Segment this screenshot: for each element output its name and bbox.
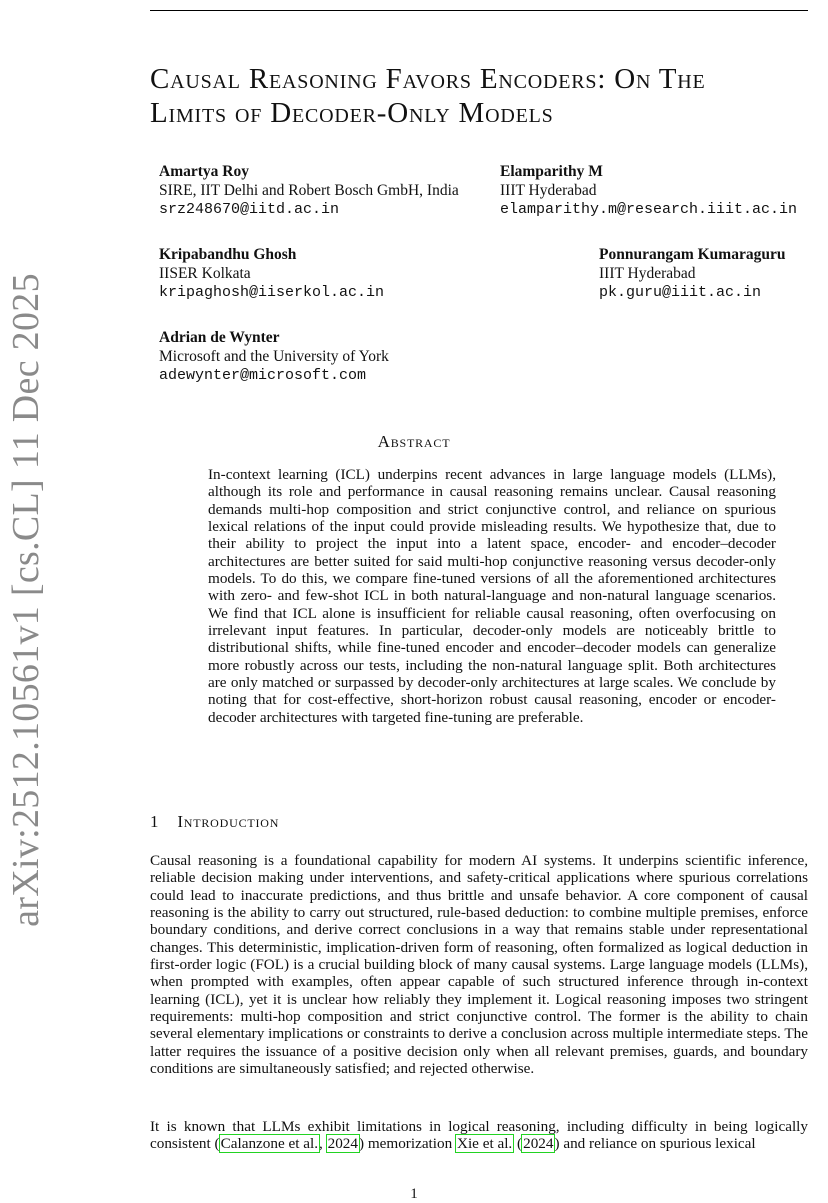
author-name: Elamparithy M [500,163,603,180]
page-number: 1 [410,1186,418,1202]
paragraph-text: ) memorization [358,1135,456,1153]
author-affiliation: IIIT Hyderabad [599,265,696,282]
author-affiliation: IISER Kolkata [159,265,251,282]
author-affiliation: IIIT Hyderabad [500,182,597,199]
citation-link-calanzone[interactable]: Calanzone et al. [220,1135,319,1153]
paragraph-text: ( [513,1135,523,1153]
section-number: 1 [150,812,160,831]
title-line-1: Causal Reasoning Favors Encoders: On The [150,63,706,95]
author-block-kumaraguru [599,245,785,302]
intro-paragraph-2 [150,1118,808,1153]
intro-paragraph-1: Causal reasoning is a foundational capability for modern AI systems. It underpins scientific inference, reliable decision making under interventions, and safety-critical applications where spurious correlations could lead to inaccurate predictions, and thus brittle and unsafe behavior. A core component of causal reasoning is the ability to carry out structured, rule-based deduction: to combine multiple premises, enforce boundary conditions, and derive correct conclusions in a way that remains stable under representational changes. This deterministic, implication-driven form of reasoning, often formalized as logical deduction in first-order logic (FOL) is a crucial building block of many causal systems. Large language models (LLMs), when prompted with examples, often appear capable of such structured inference through in-context learning (ICL), yet it is unclear how reliably they implement it. Logical reasoning imposes two stringent requirements: multi-hop composition and strict conjunctive control. The former is the ability to chain several elementary implications or constraints to derive a conclusion across multiple intermediate steps. The latter requires the issuance of a positive decision only when all relevant premises, guards, and boundary conditions are simultaneously satisfied; and rejected otherwise. [150,852,808,1078]
citation-link-xie-year[interactable]: 2024 [523,1135,554,1153]
author-name: Kripabandhu Ghosh [159,246,297,263]
author-email[interactable]: elamparithy.m@research.iiit.ac.in [500,201,798,218]
section-title: Introduction [177,812,280,831]
citation-link-calanzone-year[interactable]: 2024 [327,1135,358,1153]
author-name: Adrian de Wynter [159,329,280,346]
citation-separator: , [319,1135,327,1153]
title-line-2: Limits of Decoder-Only Models [150,97,554,129]
abstract-heading: Abstract [377,432,451,451]
author-email[interactable]: srz248670@iitd.ac.in [159,201,340,218]
author-email[interactable]: adewynter@microsoft.com [159,367,367,384]
top-rule [150,10,808,11]
author-name: Amartya Roy [159,163,249,180]
paragraph-text: It is known that LLMs exhibit limitations in logical reasoning, including difficulty in being logically consistent ( [150,1118,808,1153]
author-name: Ponnurangam Kumaraguru [599,246,786,263]
abstract-body: In-context learning (ICL) underpins recent advances in large language models (LLMs), although its role and performance in causal reasoning remains unclear. Causal reasoning demands multi-hop composition and strict conjunctive control, and reliance on spurious lexical relations of the input could provide misleading results. We hypothesize that, due to their ability to project the input into a latent space, encoder- and encoder–decoder architectures are better suited for said multi-hop conjunctive reasoning versus decoder-only models. To do this, we compare fine-tuned versions of all the aforementioned architectures with zero- and few-shot ICL in both natural-language and non-natural language scenarios. We find that ICL alone is insufficient for reliable causal reasoning, often overfocusing on irrelevant input features. In particular, decoder-only models are noticeably brittle to distributional shifts, while fine-tuned encoder and encoder–decoder models can generalize more robustly across our tests, including the non-natural language split. Both architectures are only matched or surpassed by decoder-only architectures at large scales. We conclude by noting that for cost-effective, short-horizon robust causal reasoning, encoder or encoder-decoder architectures with targeted fine-tuning are preferable. [208,466,776,726]
author-affiliation: Microsoft and the University of York [159,348,389,365]
section-heading-introduction [150,812,279,832]
author-email[interactable]: kripaghosh@iiserkol.ac.in [159,284,385,301]
author-email[interactable]: pk.guru@iiit.ac.in [599,284,762,301]
author-block-ghosh [159,245,384,302]
citation-link-xie[interactable]: Xie et al. [456,1135,513,1153]
arxiv-stamp: arXiv:2512.10561v1 [cs.CL] 11 Dec 2025 [5,273,47,927]
paragraph-text: ) and reliance on spurious lexical [554,1135,756,1153]
paper-title [150,62,820,130]
author-block-de-wynter [159,328,389,385]
author-affiliation: SIRE, IIT Delhi and Robert Bosch GmbH, India [159,182,459,199]
author-block-roy [159,162,459,219]
author-block-elamparithy [500,162,797,219]
